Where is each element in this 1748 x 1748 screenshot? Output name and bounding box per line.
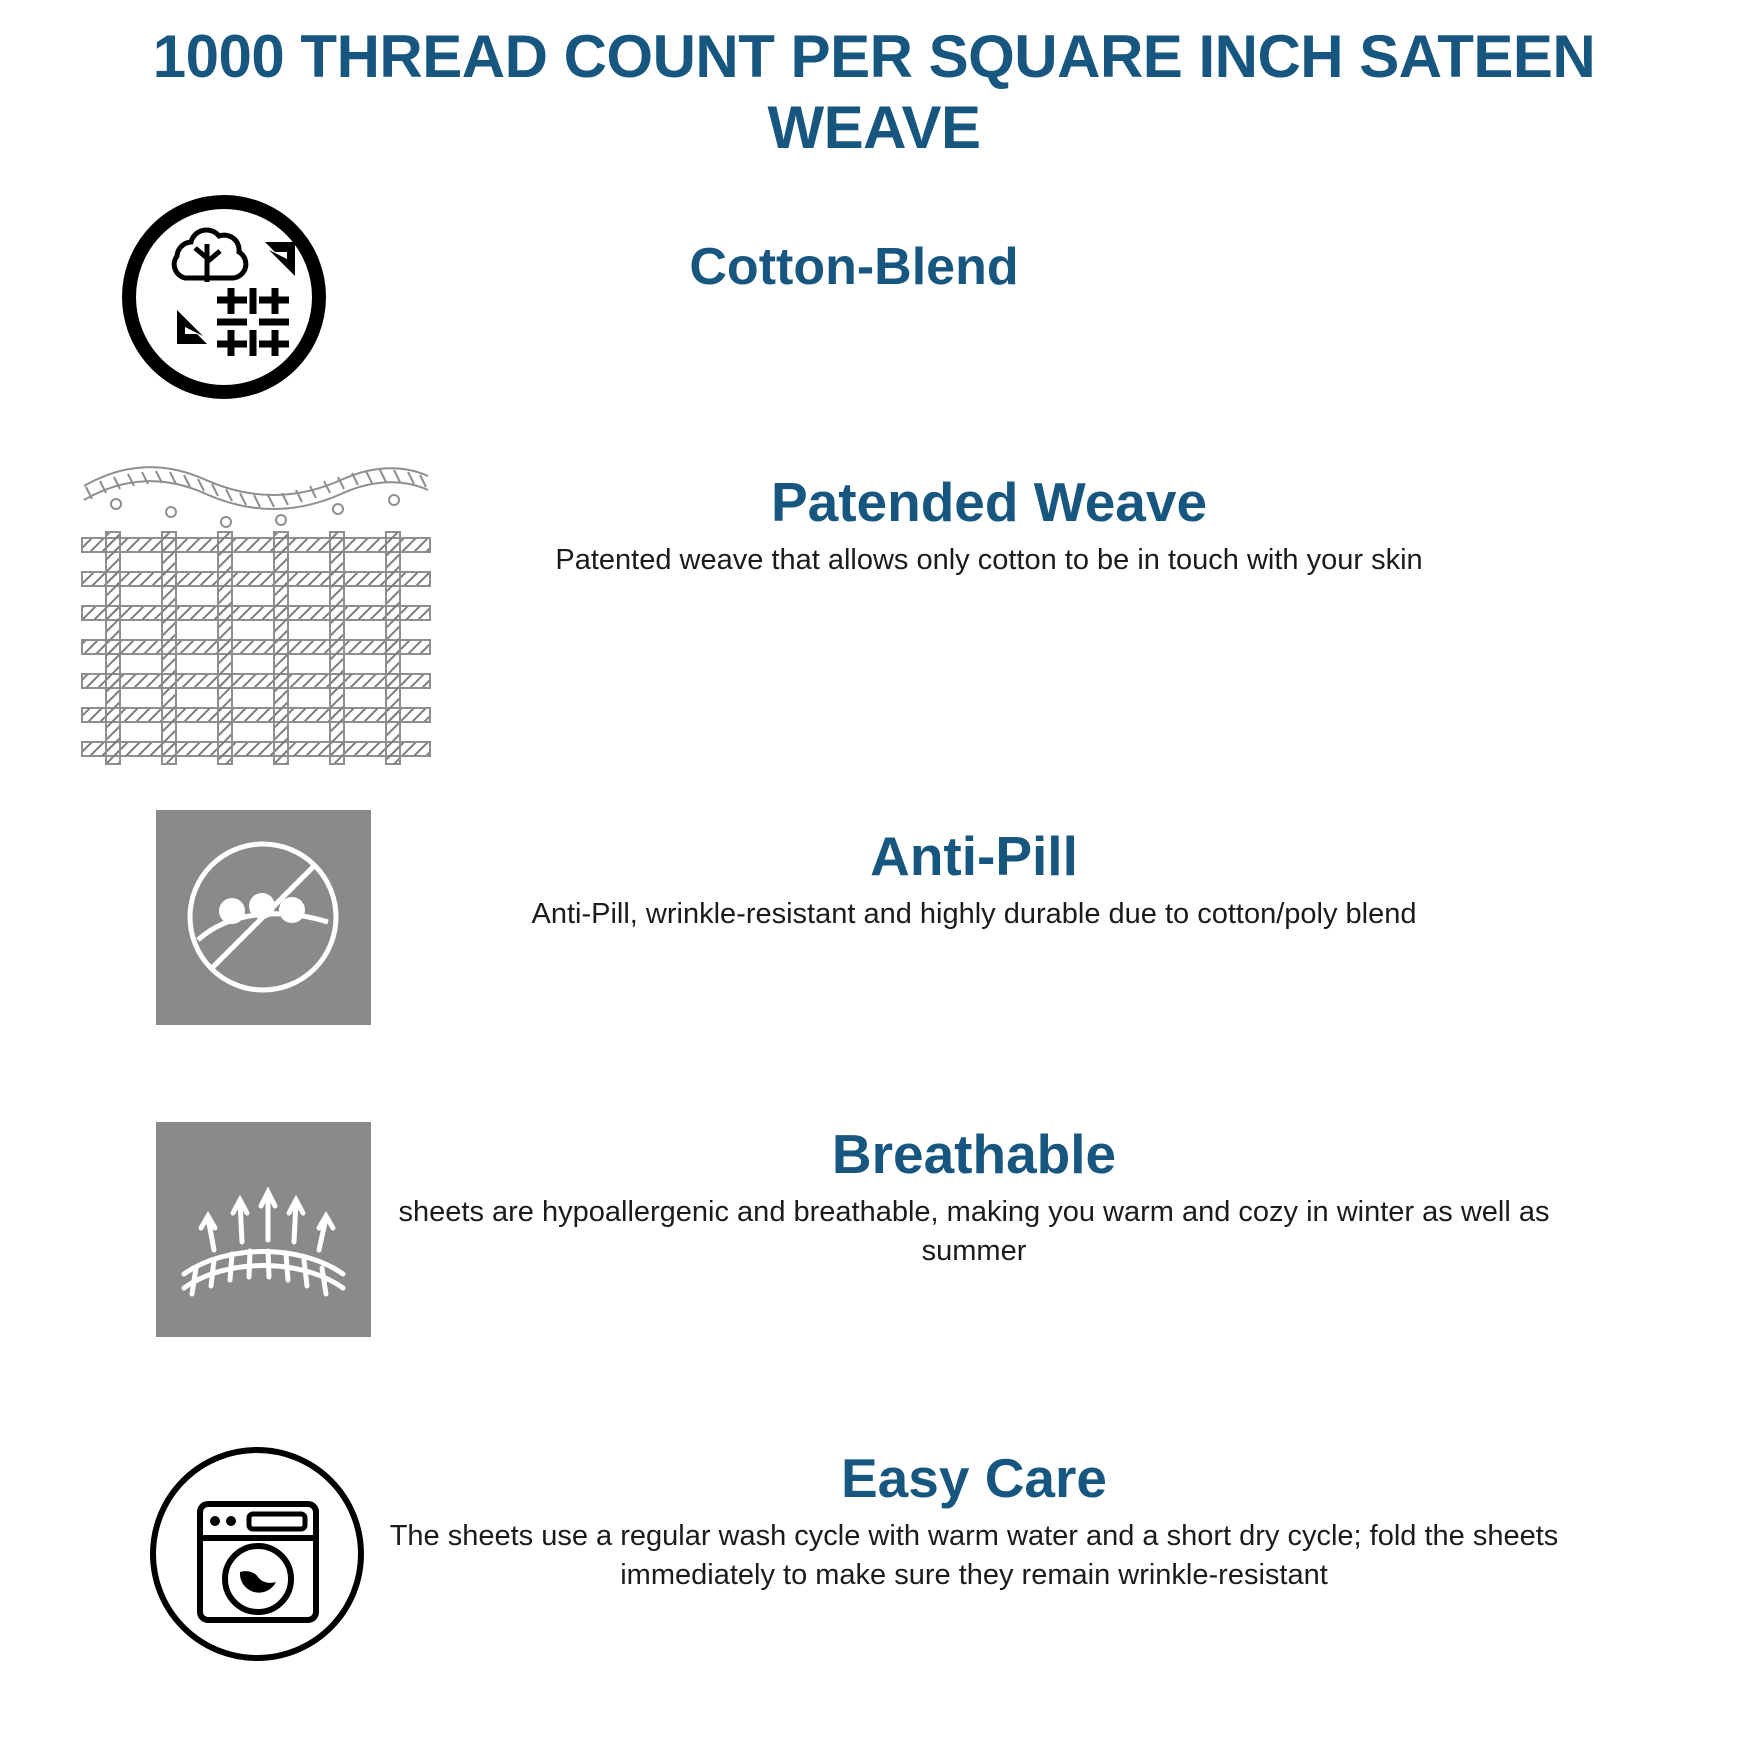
no-pilling-icon — [156, 810, 371, 1030]
feature-row-breathable — [0, 1122, 1748, 1372]
page-title: 1000 THREAD COUNT PER SQUARE INCH SATEEN WEAVE — [152, 23, 1596, 161]
text-cell — [380, 810, 1748, 934]
feature-heading: Cotton-Blend — [689, 237, 1019, 296]
feature-description: The sheets use a regular wash cycle with warm water and a short dry cycle; fold the sheets immediately to make sure they remain wrinkle-resistant — [389, 1520, 1559, 1591]
feature-row-anti-pill — [0, 810, 1748, 1060]
feature-row-easy-care — [0, 1442, 1748, 1702]
feature-heading: Anti-Pill — [870, 824, 1078, 887]
feature-description: Anti-Pill, wrinkle-resistant and highly durable due to cotton/poly blend — [531, 898, 1417, 931]
icon-cell — [0, 446, 440, 781]
woven-fabric-threads-icon — [76, 446, 436, 781]
icon-cell — [0, 810, 380, 1030]
text-cell — [380, 1122, 1748, 1270]
icon-cell — [0, 1442, 380, 1672]
feature-description: sheets are hypoallergenic and breathable, making you warm and cozy in winter as well as summer — [398, 1196, 1550, 1267]
feature-heading: Easy Care — [840, 1446, 1108, 1509]
icon-cell — [0, 1122, 380, 1342]
feature-description: Patented weave that allows only cotton to be in touch with your skin — [555, 544, 1423, 577]
text-cell — [440, 446, 1748, 580]
feature-heading: Breathable — [831, 1122, 1117, 1185]
icon-cell — [0, 192, 330, 407]
washing-machine-icon — [145, 1442, 370, 1672]
cotton-weave-badge-icon — [119, 192, 329, 407]
feature-heading: Patended Weave — [770, 470, 1208, 533]
feature-row-patented-weave — [0, 446, 1748, 776]
text-cell — [330, 192, 1748, 305]
breathable-airflow-icon — [156, 1122, 371, 1342]
text-cell — [380, 1442, 1748, 1594]
feature-row-cotton-blend — [0, 192, 1748, 422]
